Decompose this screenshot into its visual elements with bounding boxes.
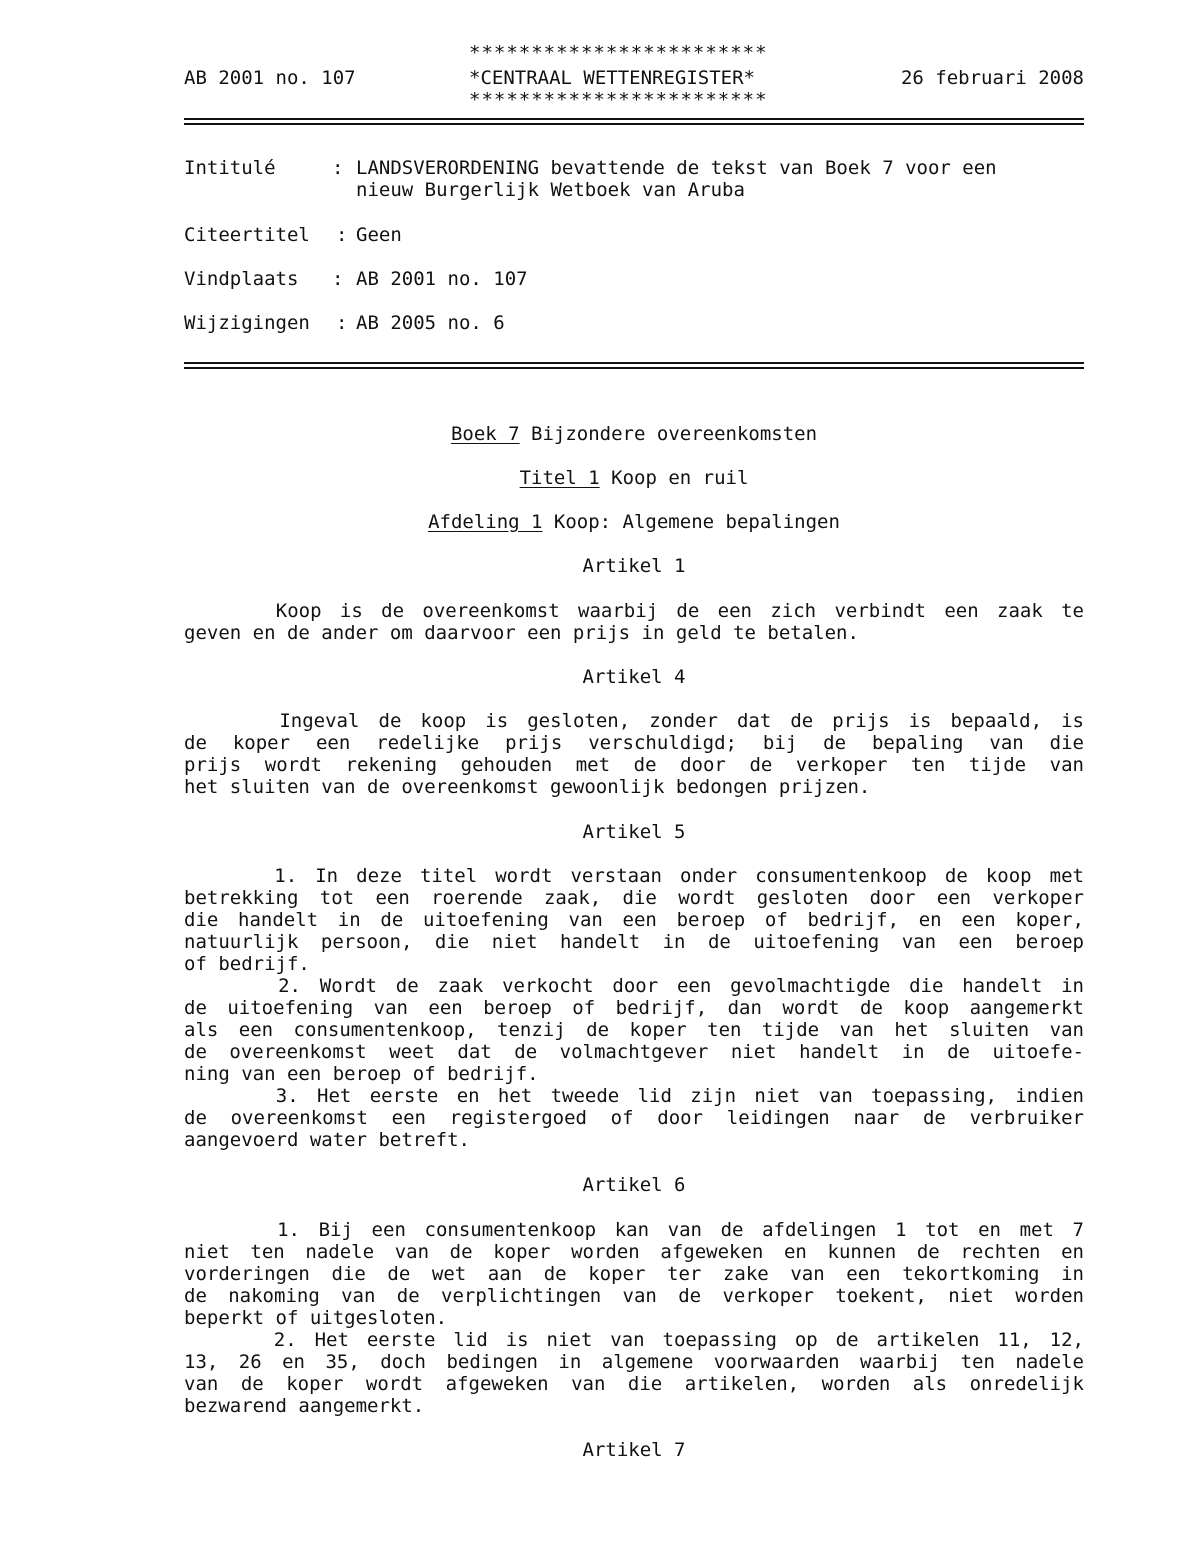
article-text-line: 1. In deze titel wordt verstaan onder consumentenkoop de koop met xyxy=(184,865,1084,887)
article-text-line: van de koper wordt afgeweken van die artikelen, worden als onredelijk xyxy=(184,1373,1084,1395)
document-header xyxy=(184,66,1084,90)
article-text-line: de nakoming van de verplichtingen van de verkoper toekent, niet worden xyxy=(184,1285,1084,1307)
separator-rule-top xyxy=(184,118,1084,125)
article-text-line: Koop is de overeenkomst waarbij de een zich verbindt een zaak te xyxy=(184,600,1084,622)
article-text-line: prijs wordt rekening gehouden met de door de verkoper ten tijde van xyxy=(184,754,1084,776)
wijzigingen-label: Wijzigingen xyxy=(184,312,310,334)
intitule-label: Intitulé xyxy=(184,157,276,179)
afdeling-title: Koop: Algemene bepalingen xyxy=(553,511,840,533)
header-stars-bottom: ************************ xyxy=(469,89,768,111)
vindplaats-label: Vindplaats xyxy=(184,268,299,290)
vindplaats-value: AB 2001 no. 107 xyxy=(356,268,528,290)
separator-rule-bottom xyxy=(184,362,1084,369)
header-register-title: *CENTRAAL WETTENREGISTER* xyxy=(469,67,755,89)
article-text-line: betrekking tot een roerende zaak, die wordt gesloten door een verkoper xyxy=(184,887,1084,909)
header-stars-top: ************************ xyxy=(469,42,768,64)
titel-heading xyxy=(184,467,1084,489)
article-text-line: beperkt of uitgesloten. xyxy=(184,1307,448,1329)
article-title: Artikel 7 xyxy=(582,1439,686,1461)
article-text-line: vorderingen die de wet aan de koper ter zake van een tekortkoming in xyxy=(184,1263,1084,1285)
citeertitel-value: Geen xyxy=(356,224,402,246)
article-text-line: of bedrijf. xyxy=(184,953,310,975)
article-text-line: de overeenkomst weet dat de volmachtgever niet handelt in de uitoefe- xyxy=(184,1041,1084,1063)
article-text-line: 13, 26 en 35, doch bedingen in algemene voorwaarden waarbij ten nadele xyxy=(184,1351,1084,1373)
article-text-line: 2. Wordt de zaak verkocht door een gevolmachtigde die handelt in xyxy=(184,975,1084,997)
boek-title: Bijzondere overeenkomsten xyxy=(531,423,818,445)
wijzigingen-value: AB 2005 no. 6 xyxy=(356,312,505,334)
titel-title: Koop en ruil xyxy=(611,467,749,489)
intitule-colon: : xyxy=(332,157,344,179)
article-text-line: niet ten nadele van de koper worden afgeweken en kunnen de rechten en xyxy=(184,1241,1084,1263)
boek-heading xyxy=(184,423,1084,445)
boek-label: Boek 7 xyxy=(450,423,520,445)
header-date: 26 februari 2008 xyxy=(900,67,1084,89)
citeertitel-colon: : xyxy=(336,224,348,246)
article-title: Artikel 4 xyxy=(582,666,686,688)
afdeling-heading xyxy=(184,511,1084,533)
article-text-line: bezwarend aangemerkt. xyxy=(184,1395,425,1417)
article-text-line: 2. Het eerste lid is niet van toepassing op de artikelen 11, 12, xyxy=(184,1329,1084,1351)
article-text-line: 3. Het eerste en het tweede lid zijn niet van toepassing, indien xyxy=(184,1085,1084,1107)
article-text-line: als een consumentenkoop, tenzij de koper ten tijde van het sluiten van xyxy=(184,1019,1084,1041)
intitule-line-2: nieuw Burgerlijk Wetboek van Aruba xyxy=(356,179,745,201)
article-text-line: de koper een redelijke prijs verschuldigd; bij de bepaling van die xyxy=(184,732,1084,754)
vindplaats-colon: : xyxy=(332,268,344,290)
article-text-line: de overeenkomst een registergoed of door leidingen naar de verbruiker xyxy=(184,1107,1084,1129)
article-title: Artikel 6 xyxy=(582,1174,686,1196)
article-text-line: aangevoerd water betreft. xyxy=(184,1129,470,1151)
article-text-line: de uitoefening van een beroep of bedrijf, dan wordt de koop aangemerkt xyxy=(184,997,1084,1019)
article-text-line: ning van een beroep of bedrijf. xyxy=(184,1063,539,1085)
header-publication-ref: AB 2001 no. 107 xyxy=(184,67,356,89)
article-text-line: het sluiten van de overeenkomst gewoonlijk bedongen prijzen. xyxy=(184,776,871,798)
article-title: Artikel 5 xyxy=(582,821,686,843)
intitule-line-1: LANDSVERORDENING bevattende de tekst van Boek 7 voor een xyxy=(356,157,997,179)
titel-label: Titel 1 xyxy=(519,467,600,489)
article-text-line: natuurlijk persoon, die niet handelt in de uitoefening van een beroep xyxy=(184,931,1084,953)
article-title: Artikel 1 xyxy=(582,555,686,577)
wijzigingen-colon: : xyxy=(336,312,348,334)
article-text-line: Ingeval de koop is gesloten, zonder dat de prijs is bepaald, is xyxy=(184,710,1084,732)
citeertitel-label: Citeertitel xyxy=(184,224,310,246)
article-text-line: die handelt in de uitoefening van een beroep of bedrijf, en een koper, xyxy=(184,909,1084,931)
article-text-line: 1. Bij een consumentenkoop kan van de afdelingen 1 tot en met 7 xyxy=(184,1219,1084,1241)
article-text-line: geven en de ander om daarvoor een prijs in geld te betalen. xyxy=(184,622,859,644)
afdeling-label: Afdeling 1 xyxy=(428,511,543,533)
